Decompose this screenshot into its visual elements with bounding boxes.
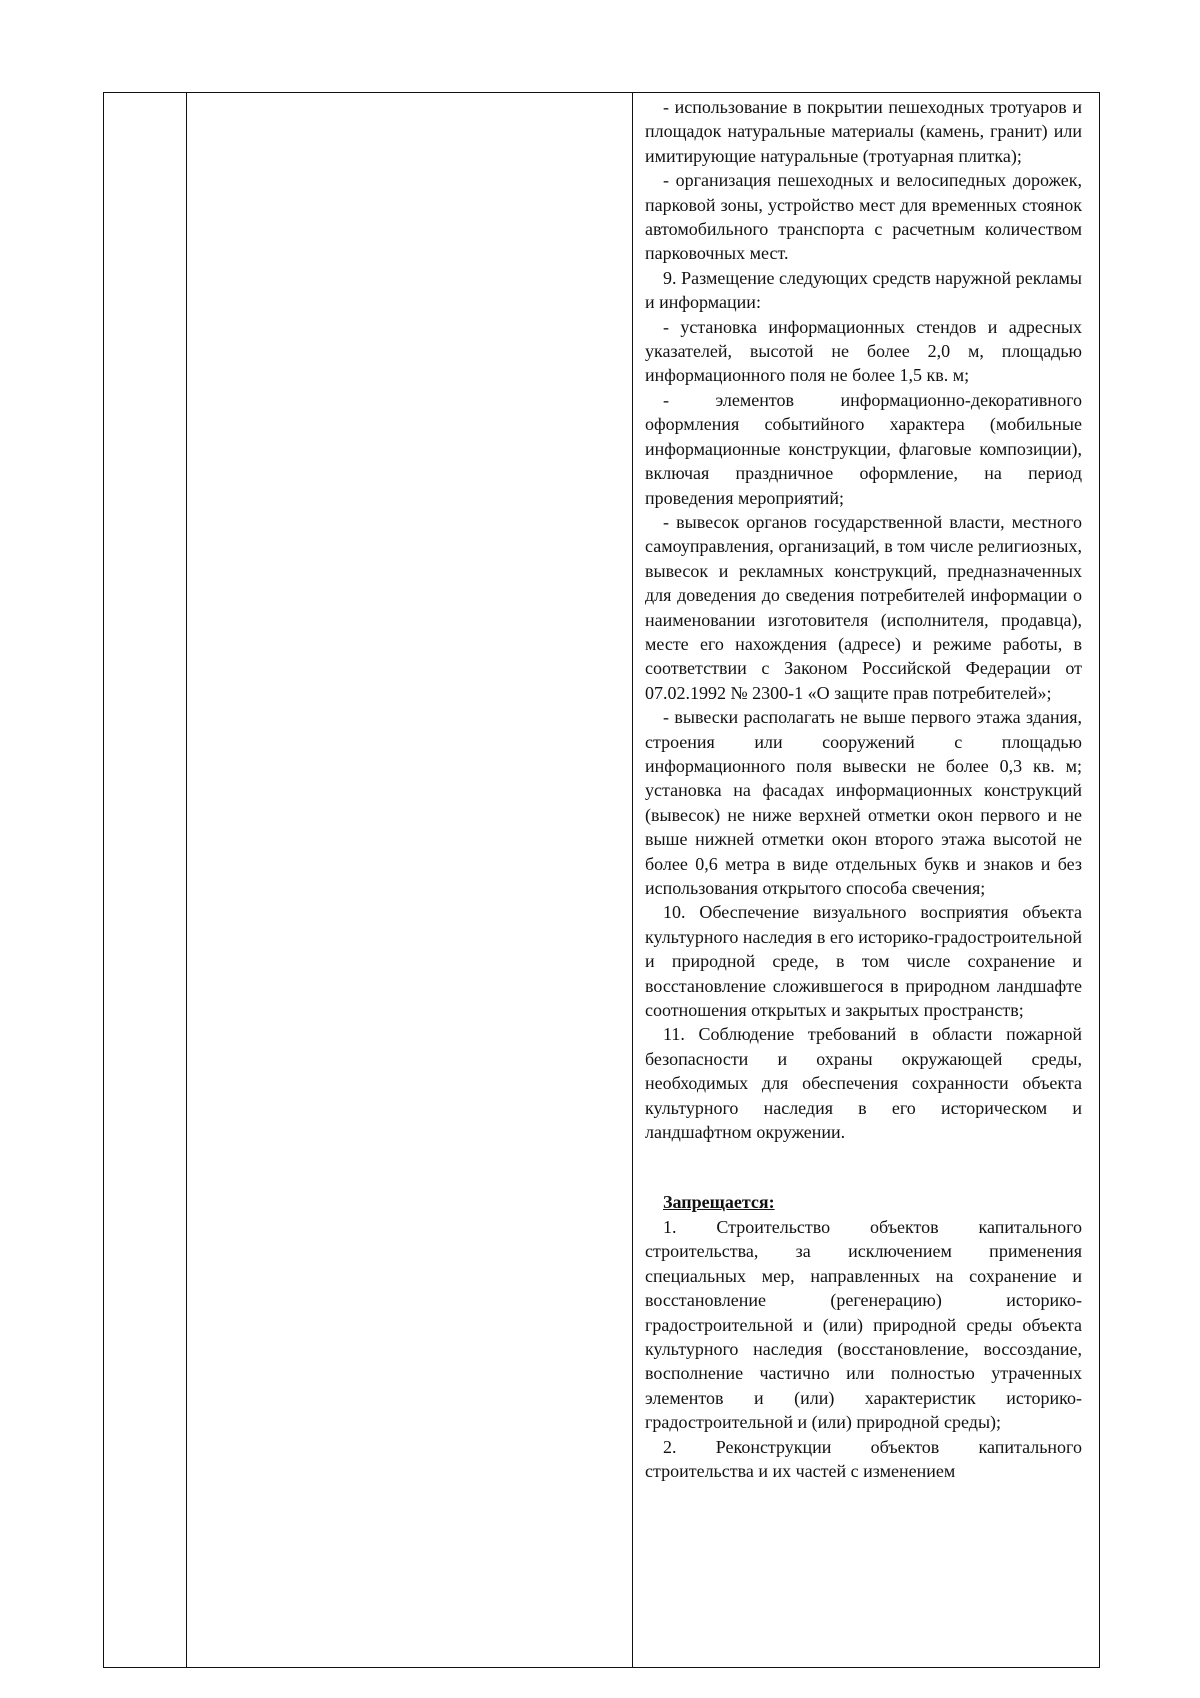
paragraph-paving-materials: - использование в покрытии пешеходных тротуаров и площадок натуральные материалы (камень, гранит) или имитирующие натуральные (тротуарная плитка); <box>645 97 1082 166</box>
requirements-text-cell <box>645 95 1082 1483</box>
paragraph-item-9: 9. Размещение следующих средств наружной рекламы и информации: <box>645 267 1082 313</box>
table-column-divider-2 <box>632 92 633 1668</box>
paragraph-item-11: 11. Соблюдение требований в области пожарной безопасности и охраны окружающей среды, необходимых для обеспечения сохранности объекта культурного наследия в его историческом и ландшафтном окружении. <box>645 1024 1082 1143</box>
paragraph-signage-placement: - вывески располагать не выше первого этажа здания, строения или сооружений с площадью информационного поля вывески не более 0,3 кв. м; установка на фасадах информационных конструкций (вывесок) не ниже верхней отметки окон первого и не выше нижней отметки окон второго этажа высотой не более 0,6 метра в виде отдельных букв и знаков и без использования открытого способа свечения; <box>645 707 1082 898</box>
table-column-divider-1 <box>186 92 187 1668</box>
prohibited-heading: Запрещается: <box>663 1192 775 1213</box>
paragraph-item-10: 10. Обеспечение визуального восприятия объекта культурного наследия в его историко-градостроительной и природной среде, в том числе сохранение и восстановление сложившегося в природном ландшафте соотношения открытых и закрытых пространств; <box>645 902 1082 1021</box>
spacer <box>645 1144 1082 1190</box>
prohibited-item-1: 1. Строительство объектов капитального строительства, за исключением применения специальных мер, направленных на сохранение и восстановление (регенерацию) историко-градостроительной и (или) природной среды объекта культурного наследия (восстановление, воссоздание, восполнение частично или полностью утраченных элементов и (или) характеристик историко-градостроительной и (или) природной среды); <box>645 1216 1082 1433</box>
paragraph-info-stands: - установка информационных стендов и адресных указателей, высотой не более 2,0 м, площадью информационного поля не более 1,5 кв. м; <box>645 316 1082 386</box>
paragraph-signage-authorities: - вывесок органов государственной власти, местного самоуправления, организаций, в том числе религиозных, вывесок и рекламных конструкций, предназначенных для доведения до сведения потребителей информации о наименовании изготовителя (исполнителя, продавца), месте его нахождения (адресе) и режиме работы, в соответствии с Законом Российской Федерации от 07.02.1992 № 2300-1 «О защите прав потребителей»; <box>645 511 1082 703</box>
prohibited-item-2: 2. Реконструкции объектов капитального строительства и их частей с изменением <box>645 1436 1082 1481</box>
paragraph-pedestrian-paths: - организация пешеходных и велосипедных дорожек, парковой зоны, устройство мест для временных стоянок автомобильного транспорта с расчетным количеством парковочных мест. <box>645 170 1082 264</box>
paragraph-decorative-elements: - элементов информационно-декоративного оформления событийного характера (мобильные информационные конструкции, флаговые композиции), включая праздничное оформление, на период проведения мероприятий; <box>645 389 1082 508</box>
